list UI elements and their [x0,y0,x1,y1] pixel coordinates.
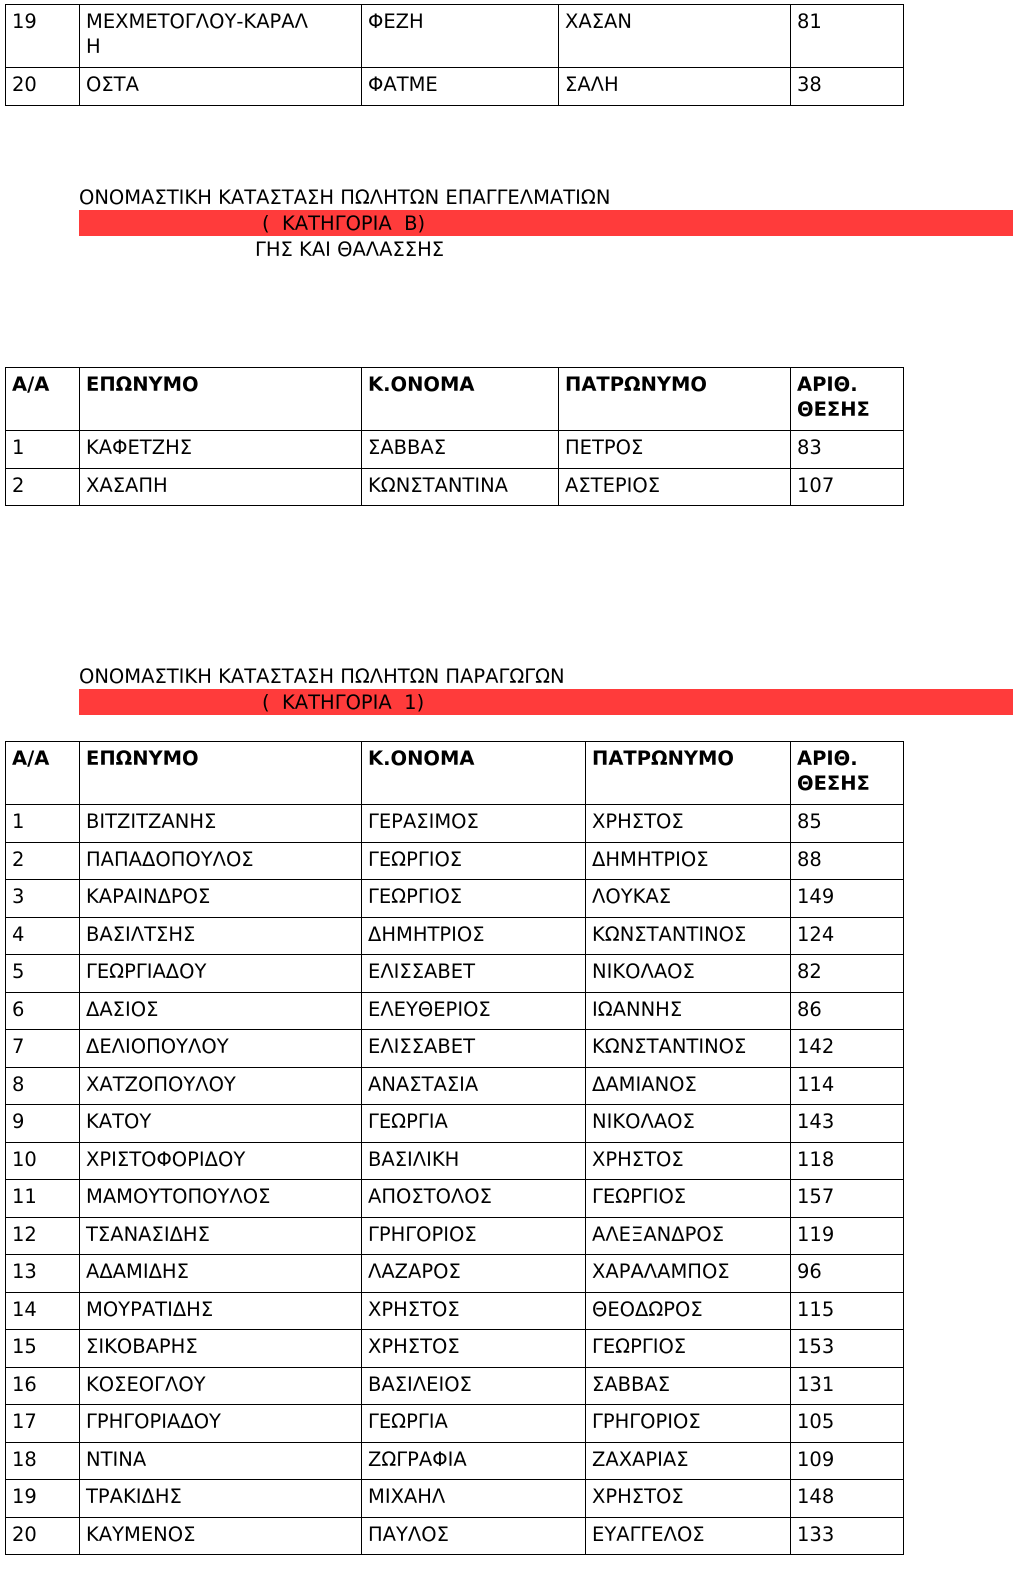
table-row [6,992,904,1030]
section-1-table [5,741,904,1555]
header-position: ΑΡΙΘ. ΘΕΣΗΣ [791,368,904,431]
header-surname: ΕΠΩΝΥΜΟ [80,742,362,805]
surname-cell: ΣΙΚΟΒΑΡΗΣ [80,1330,362,1368]
section-b-table-body [6,431,904,506]
table-row [6,5,904,68]
surname-cell: ΜΑΜΟΥΤΟΠΟΥΛΟΣ [80,1180,362,1218]
firstname-cell: ΖΩΓΡΑΦΙΑ [362,1442,586,1480]
section-b-highlight [79,210,1013,236]
table-row [6,1142,904,1180]
surname-cell: ΤΡΑΚΙΔΗΣ [80,1480,362,1518]
row-number: 20 [6,1517,80,1555]
firstname-cell: ΓΕΩΡΓΙΑ [362,1105,586,1143]
firstname-cell: ΓΕΩΡΓΙΟΣ [362,880,586,918]
surname-cell: ΧΑΣΑΠΗ [80,468,362,506]
patronymic-cell: ΓΕΩΡΓΙΟΣ [586,1180,791,1218]
position-number-cell: 124 [791,917,904,955]
table-row [6,842,904,880]
row-number: 9 [6,1105,80,1143]
firstname-cell: ΒΑΣΙΛΕΙΟΣ [362,1367,586,1405]
surname-cell: ΚΟΣΕΟΓΛΟΥ [80,1367,362,1405]
row-number: 8 [6,1067,80,1105]
patronymic-cell: ΔΗΜΗΤΡΙΟΣ [586,842,791,880]
row-number: 16 [6,1367,80,1405]
header-patronymic: ΠΑΤΡΩΝΥΜΟ [586,742,791,805]
patronymic-cell: ΕΥΑΓΓΕΛΟΣ [586,1517,791,1555]
patronymic-cell: ΓΡΗΓΟΡΙΟΣ [586,1405,791,1443]
continuation-table [5,4,904,106]
patronymic-cell: ΧΑΡΑΛΑΜΠΟΣ [586,1255,791,1293]
firstname-cell: ΕΛΕΥΘΕΡΙΟΣ [362,992,586,1030]
firstname-cell: ΧΡΗΣΤΟΣ [362,1330,586,1368]
row-number: 1 [6,431,80,469]
position-number-cell: 86 [791,992,904,1030]
table-row [6,1030,904,1068]
firstname-cell: ΓΕΩΡΓΙΟΣ [362,842,586,880]
section-b-subtitle: ΓΗΣ ΚΑΙ ΘΑΛΑΣΣΗΣ [255,238,445,261]
firstname-cell: ΦΑΤΜΕ [362,68,559,106]
position-number-cell: 133 [791,1517,904,1555]
row-number: 19 [6,1480,80,1518]
section-b-title: ΟΝΟΜΑΣΤΙΚΗ ΚΑΤΑΣΤΑΣΗ ΠΩΛΗΤΩΝ ΕΠΑΓΓΕΛΜΑΤΙΩΝ [79,186,611,209]
surname-cell: ΑΔΑΜΙΔΗΣ [80,1255,362,1293]
row-number: 18 [6,1442,80,1480]
section-b-table [5,367,904,506]
position-number-cell: 131 [791,1367,904,1405]
firstname-cell: ΔΗΜΗΤΡΙΟΣ [362,917,586,955]
surname-cell: ΚΑΥΜΕΝΟΣ [80,1517,362,1555]
patronymic-cell: ΝΙΚΟΛΑΟΣ [586,955,791,993]
surname-cell: ΧΡΙΣΤΟΦΟΡΙΔΟΥ [80,1142,362,1180]
patronymic-cell: ΘΕΟΔΩΡΟΣ [586,1292,791,1330]
position-number-cell: 115 [791,1292,904,1330]
patronymic-cell: ΧΡΗΣΤΟΣ [586,1142,791,1180]
table-row [6,917,904,955]
row-number: 2 [6,842,80,880]
position-number-cell: 119 [791,1217,904,1255]
row-number: 20 [6,68,80,106]
surname-cell: ΧΑΤΖΟΠΟΥΛΟΥ [80,1067,362,1105]
firstname-cell: ΑΝΑΣΤΑΣΙΑ [362,1067,586,1105]
position-number-cell: 142 [791,1030,904,1068]
surname-cell: ΓΡΗΓΟΡΙΑΔΟΥ [80,1405,362,1443]
position-number-cell: 38 [791,68,904,106]
surname-cell: ΓΕΩΡΓΙΑΔΟΥ [80,955,362,993]
firstname-cell: ΛΑΖΑΡΟΣ [362,1255,586,1293]
row-number: 12 [6,1217,80,1255]
surname-cell: ΒΙΤΖΙΤΖΑΝΗΣ [80,805,362,843]
patronymic-cell: ΧΑΣΑΝ [559,5,791,68]
surname-cell: ΟΣΤΑ [80,68,362,106]
table-row [6,468,904,506]
table-row [6,1067,904,1105]
surname-cell: ΒΑΣΙΛΤΣΗΣ [80,917,362,955]
patronymic-cell: ΣΑΒΒΑΣ [586,1367,791,1405]
row-number: 6 [6,992,80,1030]
table-row [6,1405,904,1443]
section-1-highlight [79,689,1013,715]
table-row [6,1330,904,1368]
row-number: 15 [6,1330,80,1368]
table-row [6,1180,904,1218]
row-number: 19 [6,5,80,68]
table-row [6,880,904,918]
patronymic-cell: ΖΑΧΑΡΙΑΣ [586,1442,791,1480]
table-row [6,431,904,469]
section-1-title: ΟΝΟΜΑΣΤΙΚΗ ΚΑΤΑΣΤΑΣΗ ΠΩΛΗΤΩΝ ΠΑΡΑΓΩΓΩΝ [79,665,565,688]
section-b-category: ( ΚΑΤΗΓΟΡΙΑ Β) [262,212,426,235]
section-1-table-body [6,805,904,1555]
surname-cell: ΚΑΤΟΥ [80,1105,362,1143]
position-number-cell: 81 [791,5,904,68]
table-header-row [6,368,904,431]
section-1-category: ( ΚΑΤΗΓΟΡΙΑ 1) [262,691,425,714]
firstname-cell: ΓΕΡΑΣΙΜΟΣ [362,805,586,843]
row-number: 14 [6,1292,80,1330]
surname-cell: ΚΑΦΕΤΖΗΣ [80,431,362,469]
patronymic-cell: ΑΛΕΞΑΝΔΡΟΣ [586,1217,791,1255]
surname-cell: ΝΤΙΝΑ [80,1442,362,1480]
surname-cell: ΠΑΠΑΔΟΠΟΥΛΟΣ [80,842,362,880]
position-number-cell: 109 [791,1442,904,1480]
position-number-cell: 107 [791,468,904,506]
position-number-cell: 157 [791,1180,904,1218]
table-row [6,1480,904,1518]
firstname-cell: ΒΑΣΙΛΙΚΗ [362,1142,586,1180]
row-number: 17 [6,1405,80,1443]
position-number-cell: 143 [791,1105,904,1143]
header-aa: Α/Α [6,368,80,431]
row-number: 3 [6,880,80,918]
patronymic-cell: ΝΙΚΟΛΑΟΣ [586,1105,791,1143]
table-row [6,1105,904,1143]
table-row [6,1255,904,1293]
patronymic-cell: ΑΣΤΕΡΙΟΣ [559,468,791,506]
firstname-cell: ΕΛΙΣΣΑΒΕΤ [362,1030,586,1068]
patronymic-cell: ΔΑΜΙΑΝΟΣ [586,1067,791,1105]
table-row [6,1292,904,1330]
patronymic-cell: ΧΡΗΣΤΟΣ [586,805,791,843]
patronymic-cell: ΣΑΛΗ [559,68,791,106]
firstname-cell: ΓΡΗΓΟΡΙΟΣ [362,1217,586,1255]
position-number-cell: 83 [791,431,904,469]
row-number: 7 [6,1030,80,1068]
position-number-cell: 85 [791,805,904,843]
header-firstname: Κ.ΟΝΟΜΑ [362,368,559,431]
table-row [6,1517,904,1555]
row-number: 5 [6,955,80,993]
header-firstname: Κ.ΟΝΟΜΑ [362,742,586,805]
firstname-cell: ΦΕΖΗ [362,5,559,68]
firstname-cell: ΚΩΝΣΤΑΝΤΙΝΑ [362,468,559,506]
table-row [6,1217,904,1255]
patronymic-cell: ΠΕΤΡΟΣ [559,431,791,469]
row-number: 4 [6,917,80,955]
row-number: 10 [6,1142,80,1180]
position-number-cell: 105 [791,1405,904,1443]
row-number: 1 [6,805,80,843]
table-header-row [6,742,904,805]
position-number-cell: 118 [791,1142,904,1180]
patronymic-cell: ΛΟΥΚΑΣ [586,880,791,918]
patronymic-cell: ΙΩΑΝΝΗΣ [586,992,791,1030]
firstname-cell: ΑΠΟΣΤΟΛΟΣ [362,1180,586,1218]
header-patronymic: ΠΑΤΡΩΝΥΜΟ [559,368,791,431]
firstname-cell: ΜΙΧΑΗΛ [362,1480,586,1518]
surname-cell: ΜΕΧΜΕΤΟΓΛΟΥ-ΚΑΡΑΛΗ [80,5,362,68]
table-row [6,68,904,106]
position-number-cell: 114 [791,1067,904,1105]
position-number-cell: 153 [791,1330,904,1368]
patronymic-cell: ΚΩΝΣΤΑΝΤΙΝΟΣ [586,1030,791,1068]
header-surname: ΕΠΩΝΥΜΟ [80,368,362,431]
header-position: ΑΡΙΘ. ΘΕΣΗΣ [791,742,904,805]
table-row [6,805,904,843]
table-row [6,1367,904,1405]
firstname-cell: ΓΕΩΡΓΙΑ [362,1405,586,1443]
surname-cell: ΔΕΛΙΟΠΟΥΛΟΥ [80,1030,362,1068]
firstname-cell: ΣΑΒΒΑΣ [362,431,559,469]
firstname-cell: ΕΛΙΣΣΑΒΕΤ [362,955,586,993]
patronymic-cell: ΧΡΗΣΤΟΣ [586,1480,791,1518]
row-number: 2 [6,468,80,506]
table-row [6,955,904,993]
surname-cell: ΤΣΑΝΑΣΙΔΗΣ [80,1217,362,1255]
patronymic-cell: ΚΩΝΣΤΑΝΤΙΝΟΣ [586,917,791,955]
firstname-cell: ΠΑΥΛΟΣ [362,1517,586,1555]
surname-cell: ΔΑΣΙΟΣ [80,992,362,1030]
position-number-cell: 82 [791,955,904,993]
continuation-table-body [6,5,904,106]
position-number-cell: 148 [791,1480,904,1518]
position-number-cell: 149 [791,880,904,918]
row-number: 11 [6,1180,80,1218]
surname-cell: ΜΟΥΡΑΤΙΔΗΣ [80,1292,362,1330]
firstname-cell: ΧΡΗΣΤΟΣ [362,1292,586,1330]
row-number: 13 [6,1255,80,1293]
patronymic-cell: ΓΕΩΡΓΙΟΣ [586,1330,791,1368]
position-number-cell: 96 [791,1255,904,1293]
table-row [6,1442,904,1480]
header-aa: Α/Α [6,742,80,805]
position-number-cell: 88 [791,842,904,880]
surname-cell: ΚΑΡΑΙΝΔΡΟΣ [80,880,362,918]
